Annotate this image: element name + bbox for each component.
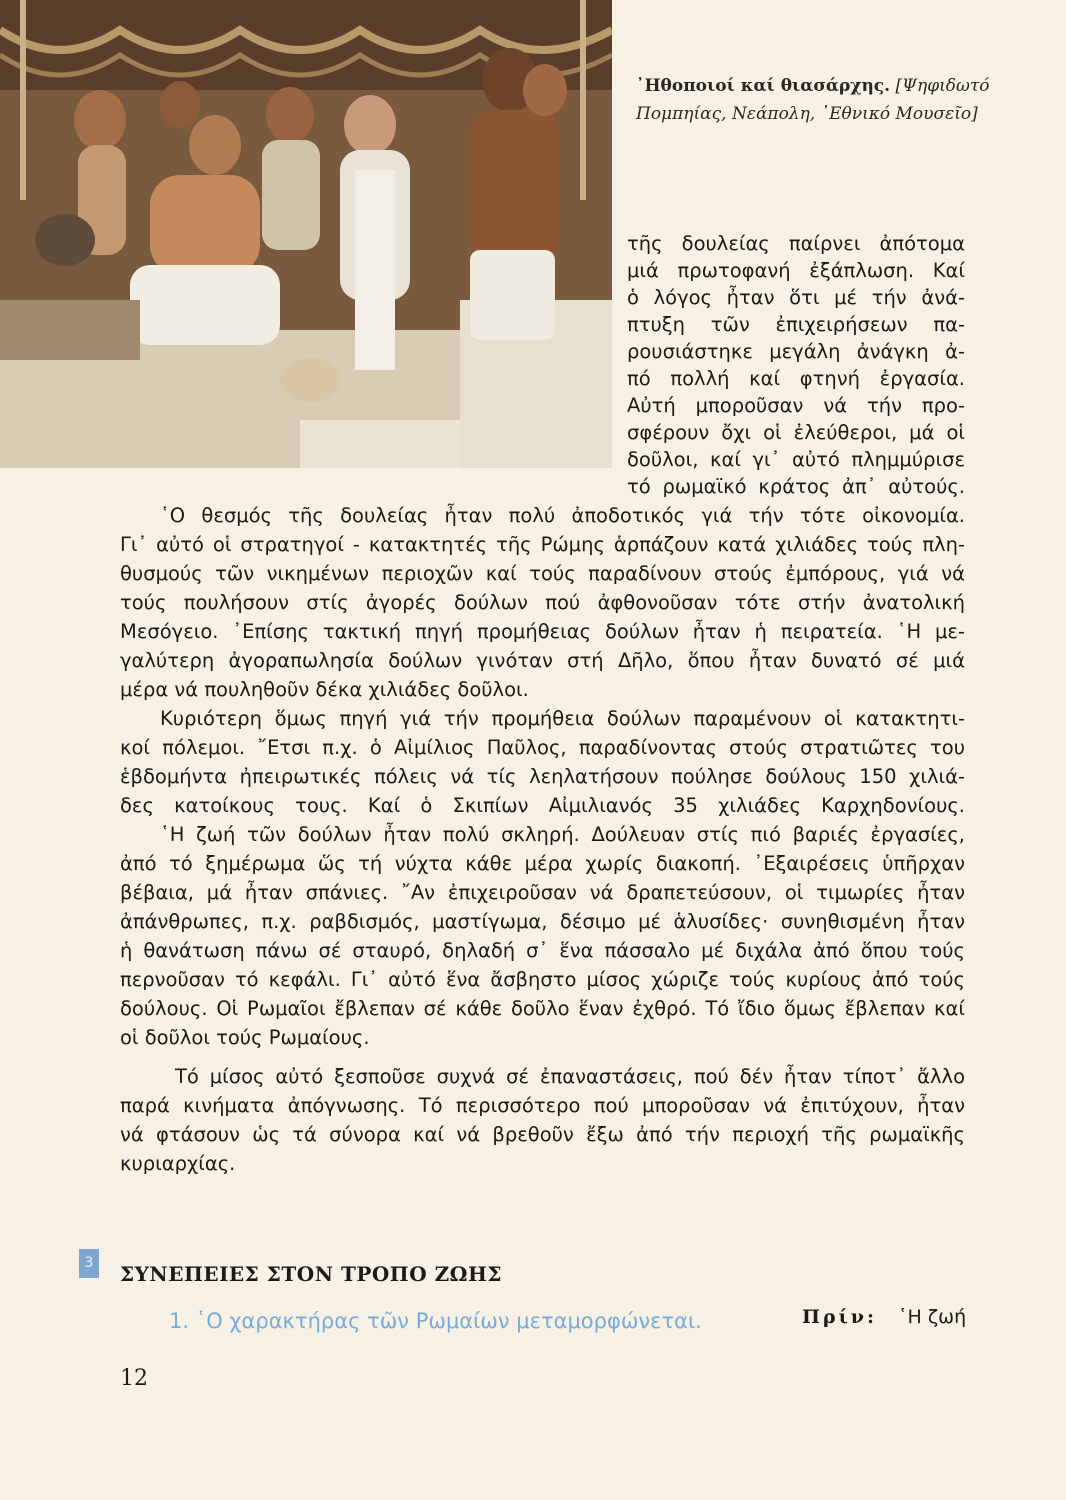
body-line: Τό μίσος αὐτό ξεσποῦσε συχνά σέ ἐπαναστάσεις, πού δέν ἦταν τίποτ᾿ ἄλλο — [175, 1065, 965, 1088]
body-line: κυριαρχίας. — [120, 1152, 236, 1175]
mosaic-illustration — [0, 0, 612, 468]
body-line: Γι᾿ αὐτό οἱ στρατηγοί - κατακτητές τῆς Ρώμης ἁρπάζουν κατά χιλιάδες τούς πλη- — [120, 533, 965, 556]
body-line: περνοῦσαν τό κεφάλι. Γι᾿ αὐτό ἕνα ἄσβηστο μίσος χώριζε τούς κυρίους ἀπό τούς — [120, 968, 965, 991]
body-line: τούς πουλήσουν στίς ἀγορές δούλων πού ἀφθονοῦσαν τότε στήν ἀνατολική — [120, 591, 965, 614]
right-column-line: τό ρωμαϊκό κράτος ἀπ᾿ αὐτούς. — [627, 475, 965, 498]
body-line: δούλους. Οἱ Ρωμαῖοι ἔβλεπαν σέ κάθε δοῦλο ἕναν ἐχθρό. Τό ἴδιο ὅμως ἔβλεπαν καί — [120, 997, 965, 1020]
body-line: ῾Ο θεσμός τῆς δουλείας ἦταν πολύ ἀποδοτικός γιά τήν τότε οἰκονομία. — [160, 504, 965, 527]
right-column-line: Αὐτή μποροῦσαν νά τήν προ- — [627, 394, 965, 417]
body-line: θυσμούς τῶν νικημένων περιοχῶν καί τούς παραδίνουν στούς ἐμπόρους, γιά νά — [120, 562, 965, 585]
right-column-line: ρουσιάστηκε μεγάλη ἀνάγκη ἀ- — [627, 340, 965, 363]
body-line: ἡ θανάτωση πάνω σέ σταυρό, δηλαδή σ᾿ ἕνα πάσσαλο μέ διχάλα ἀπό ὅπου τούς — [120, 939, 965, 962]
right-column-line: ὁ λόγος ἦταν ὅτι μέ τήν ἀνά- — [627, 286, 965, 309]
body-line: Μεσόγειο. ᾿Επίσης τακτική πηγή προμήθειας δούλων ἦταν ἡ πειρατεία. ῾Η με- — [120, 620, 965, 643]
body-line: γαλύτερη ἀγοραπωλησία δούλων γινόταν στή Δῆλο, ὅπου ἦταν δυνατό σέ μιά — [120, 649, 965, 672]
right-column-line: σφέρουν ὄχι οἱ ἐλεύθεροι, μά οἱ — [627, 421, 965, 444]
prin-text: ῾Η ζωή — [898, 1306, 967, 1328]
prin-label: Πρίν: — [802, 1306, 877, 1328]
section-number-badge: 3 — [79, 1249, 99, 1278]
body-line: Κυριότερη ὅμως πηγή γιά τήν προμήθεια δούλων παραμένουν οἱ κατακτητι- — [160, 707, 965, 730]
body-line: βέβαια, μά ἦταν σπάνιες. ῎Αν ἐπιχειροῦσαν νά δραπετεύσουν, οἱ τιμωρίες ἦταν — [120, 881, 965, 904]
section-heading: ΣΥΝΕΠΕΙΕΣ ΣΤΟΝ ΤΡΟΠΟ ΖΩΗΣ — [120, 1262, 503, 1286]
right-column-line: δοῦλοι, καί γι᾿ αὐτό πλημμύρισε — [627, 448, 965, 471]
caption-source-line2: Πομπηίας, Νεάπολη, ᾿Εθνικό Μουσεῖο] — [636, 104, 978, 124]
right-column-line: πτυξη τῶν ἐπιχειρήσεων πα- — [627, 313, 965, 336]
body-line: ἑβδομήντα ἠπειρωτικές πόλεις νά τίς λεηλατήσουν πούλησε δούλους 150 χιλιά- — [120, 765, 965, 788]
body-line: οἱ δοῦλοι τούς Ρωμαίους. — [120, 1026, 370, 1049]
body-line: παρά κινήματα ἀπόγνωσης. Τό περισσότερο πού μποροῦσαν νά ἐπιτύχουν, ἦταν — [120, 1094, 965, 1117]
body-line: κοί πόλεμοι. ῎Ετσι π.χ. ὁ Αἰμίλιος Παῦλος, παραδίνοντας στούς στρατιῶτες του — [120, 736, 965, 759]
caption-title: ᾿Ηθοποιοί καί θιασάρχης. — [636, 76, 891, 96]
mosaic-photo — [0, 0, 612, 468]
caption-source-line1: [Ψηφιδωτό — [895, 76, 990, 96]
photo-caption — [636, 72, 1046, 128]
page-number: 12 — [120, 1366, 148, 1391]
body-line: νά φτάσουν ὡς τά σύνορα καί νά βρεθοῦν ἔξω ἀπό τήν περιοχή τῆς ρωμαϊκῆς — [120, 1123, 965, 1146]
body-line: ἀπό τό ξημέρωμα ὥς τή νύχτα κάθε μέρα χωρίς διακοπή. ᾿Εξαιρέσεις ὑπῆρχαν — [120, 852, 965, 875]
body-line: δες κατοίκους τους. Καί ὁ Σκιπίων Αἰμιλιανός 35 χιλιάδες Καρχηδονίους. — [120, 794, 965, 817]
right-column-line: πό πολλή καί φτηνή ἐργασία. — [627, 367, 965, 390]
right-column-line: μιά πρωτοφανή ἐξάπλωση. Καί — [627, 259, 965, 282]
subsection-title: 1. ῾Ο χαρακτήρας τῶν Ρωμαίων μεταμορφώνεται. — [169, 1309, 702, 1333]
body-line: ῾Η ζωή τῶν δούλων ἦταν πολύ σκληρή. Δούλευαν στίς πιό βαριές ἐργασίες, — [160, 823, 965, 846]
right-column-line: τῆς δουλείας παίρνει ἀπότομα — [627, 232, 965, 255]
body-line: ἀπάνθρωπες, π.χ. ραβδισμός, μαστίγωμα, δέσιμο μέ ἁλυσίδες· συνηθισμένη ἦταν — [120, 910, 965, 933]
body-line: μέρα νά πουληθοῦν δέκα χιλιάδες δοῦλοι. — [120, 678, 529, 701]
